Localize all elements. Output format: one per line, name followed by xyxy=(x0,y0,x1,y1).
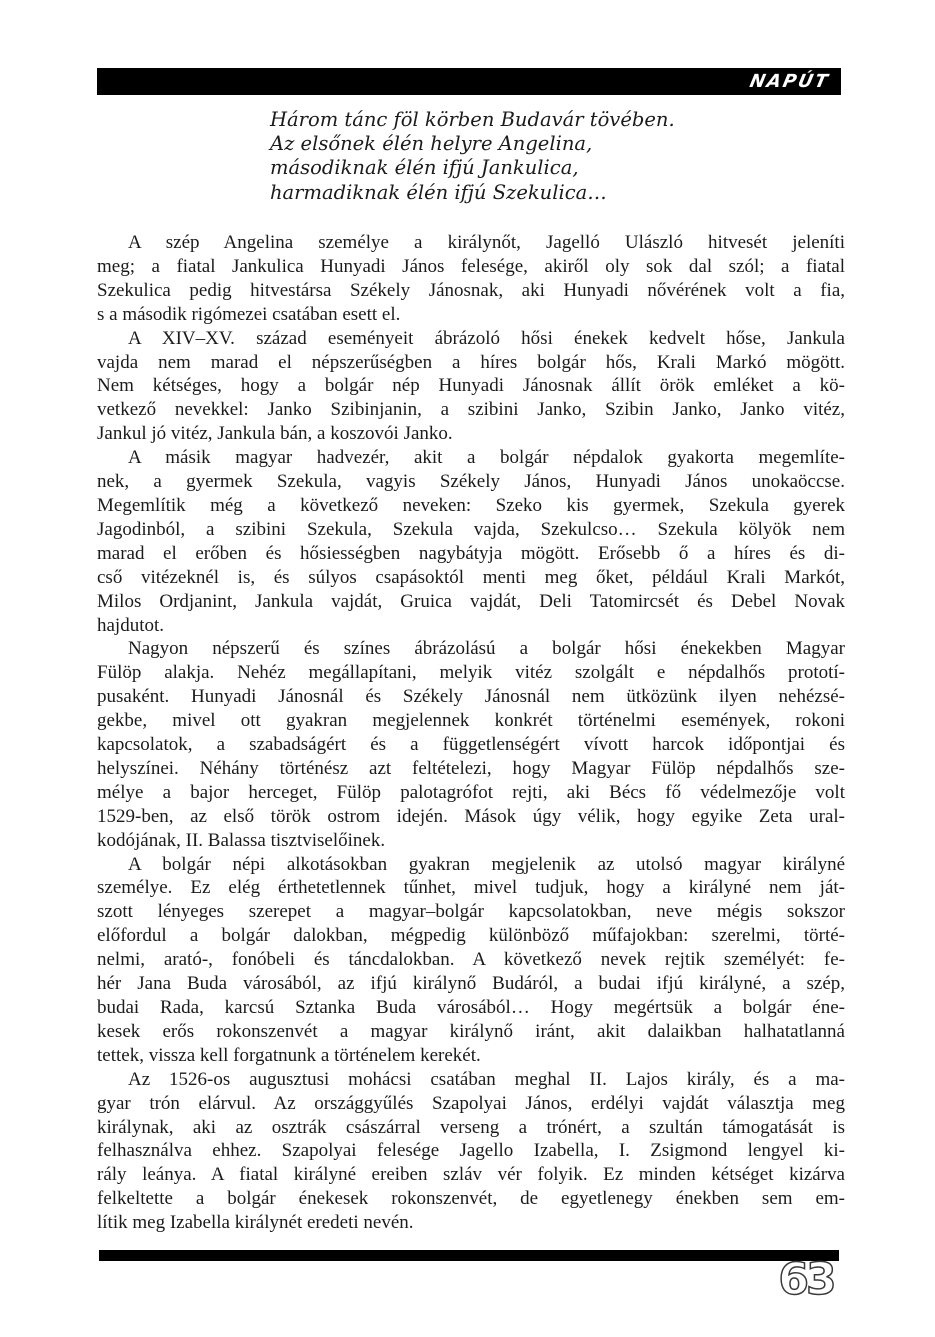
text-line: nek, a gyermek Szekula, vagyis Székely János, Hunyadi János unokaöccse. xyxy=(97,471,845,493)
text-line: hajdutot. xyxy=(97,614,165,636)
footer-rule xyxy=(99,1250,839,1261)
text-line: nelmi, arató-, fonóbeli és táncdalokban. A következő nevek rejtik személyét: fe- xyxy=(97,949,845,971)
text-line: Szekulica pedig hitvestársa Székely Jánosnak, aki Hunyadi nővérének volt a fia, xyxy=(97,279,845,301)
text-line: felkeltette a bolgár énekesek rokonszenvét, de egyetlenegy énekben sem em- xyxy=(97,1188,845,1210)
text-line: Megemlítik még a következő neveken: Szeko kis gyermek, Szekula gyerek xyxy=(97,494,845,516)
article-body xyxy=(97,231,845,1235)
text-line: gyar trón elárvul. Az országgyűlés Szapolyai János, erdélyi vajdát választja meg xyxy=(97,1092,845,1114)
text-line: Három tánc föl körben Budavár tövében. xyxy=(270,108,675,131)
text-line: vajda nem marad el népszerűségben a híres bolgár hős, Krali Markó mögött. xyxy=(97,351,845,373)
paragraph xyxy=(97,853,845,1068)
poem-quote xyxy=(270,108,830,205)
text-line: királynak, aki az osztrák császárral verseng a trónért, a szultán támogatását is xyxy=(97,1116,845,1138)
text-line: felhasználva ehhez. Szapolyai felesége Jagello Izabella, I. Zsigmond lengyel ki- xyxy=(97,1140,845,1162)
paragraph xyxy=(97,231,845,327)
text-line: gekbe, mivel ott gyakran megjelennek konkrét történelmi események, rokoni xyxy=(97,710,845,732)
text-line: A bolgár népi alkotásokban gyakran megjelenik az utolsó magyar királyné xyxy=(128,853,845,875)
text-line: vetkező nevekkel: Janko Szibinjanin, a szibini Janko, Szibin Janko, Janko vitéz, xyxy=(97,399,845,421)
text-line: kodójának, II. Balassa tisztviselőinek. xyxy=(97,829,386,851)
text-line: Nem kétséges, hogy a bolgár nép Hunyadi Jánosnak állít örök emléket a kö- xyxy=(97,375,845,397)
text-line: kesek erős rokonszenvét a magyar királynő iránt, akit dalaikban halhatatlanná xyxy=(97,1020,845,1042)
text-line: rály leánya. A fiatal királyné ereiben szláv vér folyik. Ez minden kétséget kizárva xyxy=(97,1164,845,1186)
text-line: kapcsolatok, a szabadságért és a függetlenségért vívott harcok időpontjai és xyxy=(97,734,845,756)
text-line: személye. Ez elég érthetetlennek tűnhet, mivel tudjuk, hogy a királyné nem ját- xyxy=(97,877,845,899)
text-line: A szép Angelina személye a királynőt, Jagelló Ulászló hitvesét jeleníti xyxy=(128,232,845,253)
text-line: hér Jana Buda városából, az ifjú királynő Budáról, a budai ifjú királyné, a szép, xyxy=(97,973,845,995)
naput-logo: NAPÚT xyxy=(747,71,832,92)
paragraph xyxy=(97,1068,845,1235)
text-line: budai Rada, karcsú Sztanka Buda városából… Hogy megértsük a bolgár éne- xyxy=(97,997,845,1018)
paragraph xyxy=(97,637,845,852)
text-line: lítik meg Izabella királynét eredeti nevén. xyxy=(97,1212,414,1234)
text-line: s a második rigómezei csatában esett el. xyxy=(97,303,401,325)
text-line: Milos Ordjanint, Jankula vajdát, Gruica vajdát, Deli Tatomircsét és Debel Novak xyxy=(97,590,845,612)
text-line: A másik magyar hadvezér, akit a bolgár népdalok gyakorta megemlíte- xyxy=(128,447,845,469)
text-line: pusaként. Hunyadi Jánosnál és Székely Jánosnál nem ütközünk ilyen nehézsé- xyxy=(97,686,845,708)
page-number: 63 xyxy=(778,1254,834,1305)
paragraph xyxy=(97,327,845,447)
text-line: mélye a bajor herceget, Fülöp palotagrófot rejti, aki Bécs fő védelmezője volt xyxy=(97,781,845,803)
text-line: Az 1526-os augusztusi mohácsi csatában meghal II. Lajos király, és a ma- xyxy=(128,1068,845,1090)
text-line: helyszínei. Néhány történész azt feltételezi, hogy Magyar Fülöp népdalhős sze- xyxy=(97,757,845,779)
text-line: Nagyon népszerű és színes ábrázolású a bolgár hősi énekekben Magyar xyxy=(128,638,845,660)
text-line: tettek, vissza kell forgatnunk a történelem kerekét. xyxy=(97,1044,481,1066)
paragraph xyxy=(97,446,845,637)
text-line: meg; a fiatal Jankulica Hunyadi János felesége, akiről oly sok dal szól; a fiatal xyxy=(97,255,845,277)
text-line: másodiknak élén ifjú Jankulica, xyxy=(270,156,579,180)
text-line: marad el erőben és hősiességben nagybátyja mögött. Erősebb ő a híres és di- xyxy=(97,542,845,564)
text-line: Az elsőnek élén helyre Angelina, xyxy=(270,132,593,156)
text-line: szott lényeges szerepet a magyar–bolgár kapcsolatokban, neve mégis sokszor xyxy=(97,901,845,923)
text-line: Jankul jó vitéz, Jankula bán, a koszovói Janko. xyxy=(97,423,453,445)
text-line: A XIV–XV. század eseményeit ábrázoló hősi énekek kedvelt hőse, Jankula xyxy=(128,327,845,349)
text-line: cső vitézeknél is, és súlyos csapásoktól menti meg őket, például Krali Markót, xyxy=(97,566,845,588)
text-line: 1529-ben, az első török ostrom idején. Mások úgy vélik, hogy egyike Zeta ural- xyxy=(97,805,845,827)
text-line: harmadiknak élén ifjú Szekulica… xyxy=(270,180,607,204)
text-line: Jagodinból, a szibini Szekula, Szekula vajda, Szekulcso… Szekula kölyök nem xyxy=(97,518,845,540)
header-bar xyxy=(97,68,841,95)
text-line: Fülöp alakja. Nehéz megállapítani, melyik vitéz szolgált e népdalhős prototí- xyxy=(97,662,845,684)
text-line: előfordul a bolgár dalokban, mégpedig különböző műfajokban: szerelmi, törté- xyxy=(97,925,845,947)
